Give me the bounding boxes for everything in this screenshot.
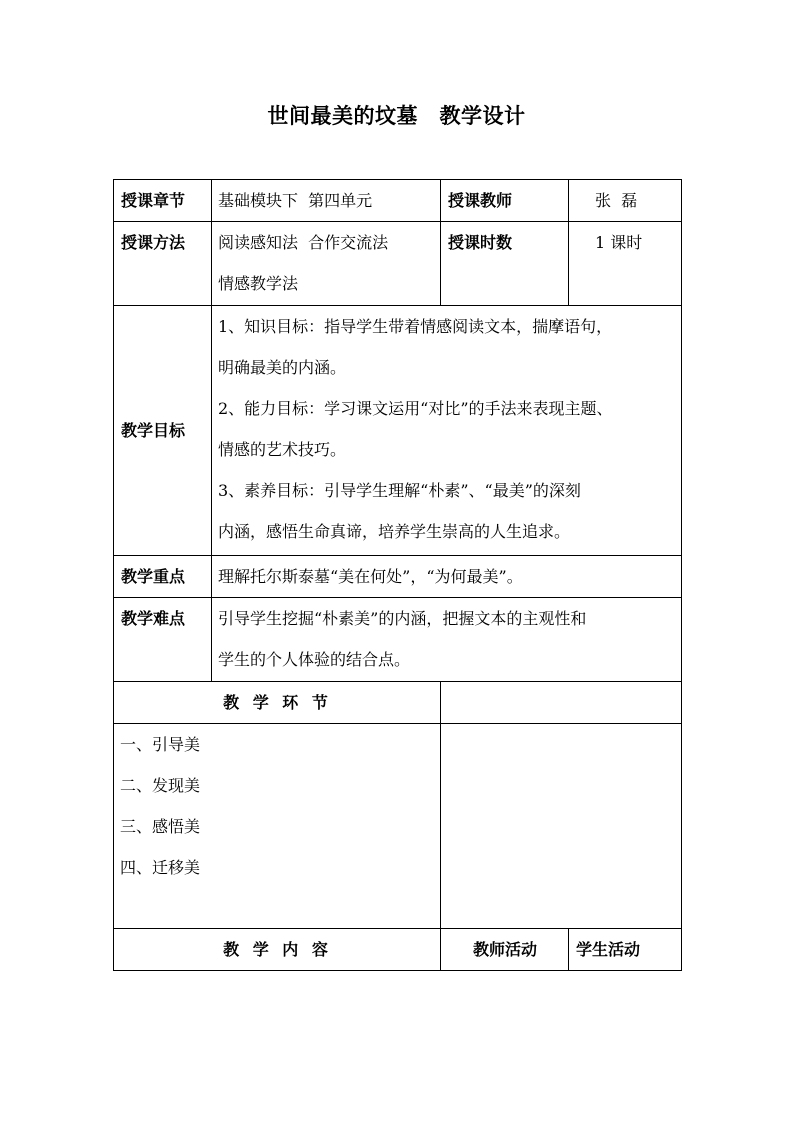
row-stages xyxy=(114,724,682,929)
chapter-label: 授课章节 xyxy=(114,180,212,222)
row-key-points xyxy=(114,556,682,598)
difficulties-line1: 引导学生挖掘“朴素美”的内涵，把握文本的主观性和 xyxy=(218,609,587,628)
key-points-value: 理解托尔斯泰墓“美在何处”，“为何最美”。 xyxy=(212,556,682,598)
teacher-label: 授课教师 xyxy=(441,180,569,222)
row-method xyxy=(114,222,682,306)
hours-label: 授课时数 xyxy=(441,222,569,306)
content-header: 教 学 内 容 xyxy=(114,929,441,971)
stages-header-blank xyxy=(441,682,682,724)
goal-line: 3、素养目标：引导学生理解“朴素”、“最美”的深刻 xyxy=(218,481,581,500)
difficulties-line2: 学生的个人体验的结合点。 xyxy=(218,650,411,669)
row-chapter xyxy=(114,180,682,222)
method-value xyxy=(212,222,441,306)
goals-content xyxy=(212,306,682,556)
difficulties-label: 教学难点 xyxy=(114,598,212,682)
teacher-value: 张 磊 xyxy=(569,180,682,222)
stage-item: 一、引导美 xyxy=(120,735,201,754)
student-activity-header: 学生活动 xyxy=(569,929,682,971)
page-title: 世间最美的坟墓 教学设计 xyxy=(267,104,526,128)
stage-item: 四、迁移美 xyxy=(120,858,201,877)
stage-item: 二、发现美 xyxy=(120,776,201,795)
goal-line: 1、知识目标：指导学生带着情感阅读文本，揣摩语句， xyxy=(218,317,613,336)
row-goals xyxy=(114,306,682,556)
lesson-plan-table xyxy=(113,179,682,971)
chapter-value: 基础模块下 第四单元 xyxy=(212,180,441,222)
row-difficulties xyxy=(114,598,682,682)
hours-value: 1 课时 xyxy=(569,222,682,306)
row-stages-header xyxy=(114,682,682,724)
stages-blank xyxy=(441,724,682,929)
method-value-line2: 情感教学法 xyxy=(218,274,299,293)
goal-line: 2、能力目标：学习课文运用“对比”的手法来表现主题、 xyxy=(218,399,613,418)
teacher-activity-header: 教师活动 xyxy=(441,929,569,971)
goal-line: 情感的艺术技巧。 xyxy=(218,440,347,459)
stages-list xyxy=(114,724,441,929)
key-points-label: 教学重点 xyxy=(114,556,212,598)
row-content-header xyxy=(114,929,682,971)
goal-line: 内涵，感悟生命真谛，培养学生崇高的人生追求。 xyxy=(218,522,571,541)
stages-header: 教 学 环 节 xyxy=(114,682,441,724)
stage-item: 三、感悟美 xyxy=(120,817,201,836)
method-value-line1: 阅读感知法 合作交流法 xyxy=(218,233,389,252)
goals-label: 教学目标 xyxy=(114,306,212,556)
goal-line: 明确最美的内涵。 xyxy=(218,358,347,377)
difficulties-value xyxy=(212,598,682,682)
method-label: 授课方法 xyxy=(114,222,212,306)
